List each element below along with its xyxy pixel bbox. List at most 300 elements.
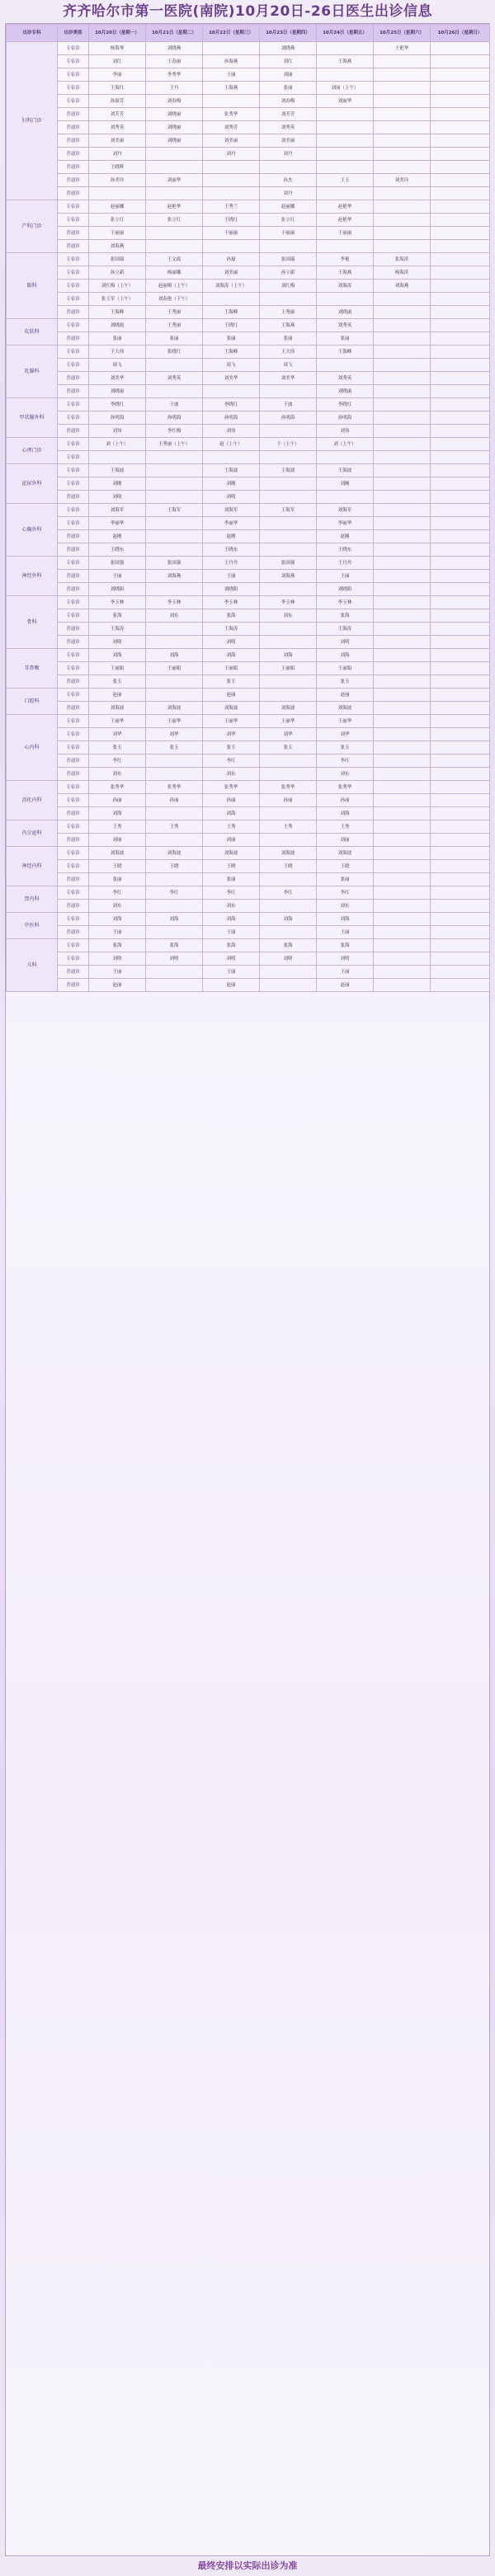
clinic-level: 专家诊 — [58, 346, 89, 359]
doctor-cell: 李晓红 — [89, 398, 146, 411]
clinic-level: 专家诊 — [58, 293, 89, 306]
doctor-cell — [89, 451, 146, 464]
clinic-level: 专家诊 — [58, 214, 89, 227]
doctor-cell: 刘海 — [89, 913, 146, 926]
table-row — [7, 741, 490, 754]
doctor-cell — [203, 174, 260, 187]
department-name: 内分泌科 — [7, 820, 58, 847]
department-name: 眼科 — [7, 253, 58, 319]
doctor-cell: 于（上午） — [260, 438, 317, 451]
doctor-cell: 王海波 — [203, 464, 260, 477]
doctor-cell — [260, 807, 317, 820]
clinic-level: 专家诊 — [58, 609, 89, 623]
clinic-level: 专家诊 — [58, 95, 89, 108]
doctor-cell: 张秀华 — [89, 781, 146, 794]
clinic-level: 专家诊 — [58, 939, 89, 952]
doctor-cell: 王晓红 — [203, 214, 260, 227]
clinic-level: 普通诊 — [58, 979, 89, 992]
doctor-cell — [431, 728, 490, 741]
doctor-cell: 李丽华 — [203, 517, 260, 530]
table-row — [7, 42, 490, 55]
doctor-cell — [146, 451, 203, 464]
clinic-level: 普通诊 — [58, 636, 89, 649]
doctor-cell: 王丽 — [89, 926, 146, 939]
doctor-cell — [431, 675, 490, 689]
doctor-cell: 刘明 — [203, 952, 260, 966]
department-name: 消化内科 — [7, 781, 58, 820]
doctor-cell — [260, 543, 317, 557]
doctor-cell: 刘秀芳 — [203, 121, 260, 134]
doctor-cell: 刘明 — [317, 636, 374, 649]
doctor-cell — [431, 82, 490, 95]
doctor-cell — [431, 979, 490, 992]
doctor-cell: 孙明海 — [146, 411, 203, 425]
doctor-cell — [374, 187, 431, 200]
doctor-cell — [374, 372, 431, 385]
doctor-cell: 刘美玲 — [374, 174, 431, 187]
doctor-cell: 刘明 — [89, 636, 146, 649]
doctor-cell: 刘红梅 — [260, 280, 317, 293]
doctor-cell — [374, 517, 431, 530]
doctor-cell: 王丽华 — [89, 715, 146, 728]
doctor-cell — [374, 464, 431, 477]
clinic-level: 专家诊 — [58, 820, 89, 834]
doctor-cell: 赵刚 — [203, 530, 260, 543]
doctor-cell: 张秀华 — [203, 108, 260, 121]
doctor-cell: 王丽华 — [317, 715, 374, 728]
doctor-cell — [431, 68, 490, 82]
doctor-cell: 张玉 — [89, 741, 146, 754]
table-row — [7, 807, 490, 820]
doctor-cell: 于波 — [260, 398, 317, 411]
doctor-cell — [431, 807, 490, 820]
doctor-cell — [431, 214, 490, 227]
table-row — [7, 425, 490, 438]
doctor-cell: 刘海 — [260, 649, 317, 662]
clinic-level: 专家诊 — [58, 860, 89, 873]
table-row — [7, 227, 490, 240]
doctor-cell: 李红 — [317, 886, 374, 900]
doctor-cell: 孙海燕 — [203, 55, 260, 68]
doctor-cell — [260, 900, 317, 913]
doctor-cell: 王晓红 — [203, 319, 260, 332]
doctor-cell — [317, 148, 374, 161]
doctor-cell — [146, 530, 203, 543]
table-row — [7, 332, 490, 346]
doctor-cell: 王丹 — [146, 82, 203, 95]
doctor-cell: 赵丽 — [89, 689, 146, 702]
doctor-cell — [260, 979, 317, 992]
doctor-cell — [203, 187, 260, 200]
doctor-cell: 王秀丽 — [146, 319, 203, 332]
doctor-cell — [374, 240, 431, 253]
doctor-cell: 张秀华 — [146, 781, 203, 794]
doctor-cell: 刘丽 — [89, 834, 146, 847]
doctor-cell: 王丹丹 — [317, 557, 374, 570]
table-row — [7, 68, 490, 82]
doctor-cell: 赵刚 — [317, 530, 374, 543]
doctor-cell: 刘红 — [260, 55, 317, 68]
table-row — [7, 464, 490, 477]
doctor-cell — [146, 161, 203, 174]
doctor-cell — [203, 240, 260, 253]
header-cell: 10月22日（星期三） — [203, 25, 260, 42]
doctor-cell — [374, 425, 431, 438]
clinic-level: 普通诊 — [58, 966, 89, 979]
doctor-cell: 刘晓燕 — [260, 42, 317, 55]
table-row — [7, 372, 490, 385]
clinic-level: 普通诊 — [58, 530, 89, 543]
clinic-level: 专家诊 — [58, 662, 89, 675]
doctor-cell: 刘晓阳 — [203, 583, 260, 596]
doctor-cell: 王海波 — [317, 464, 374, 477]
doctor-cell — [317, 42, 374, 55]
doctor-cell — [146, 768, 203, 781]
doctor-cell: 王大伟 — [260, 346, 317, 359]
doctor-cell — [431, 768, 490, 781]
clinic-level: 普通诊 — [58, 900, 89, 913]
doctor-cell — [374, 438, 431, 451]
doctor-cell: 刘华 — [203, 728, 260, 741]
department-name: 皮肤科 — [7, 319, 58, 346]
doctor-cell: 刘东 — [317, 768, 374, 781]
doctor-cell: 刘海 — [317, 649, 374, 662]
doctor-cell — [374, 834, 431, 847]
doctor-cell: 刘丽 — [317, 834, 374, 847]
doctor-cell — [260, 583, 317, 596]
doctor-cell — [431, 530, 490, 543]
table-row — [7, 306, 490, 319]
doctor-cell: 刘丽 — [203, 834, 260, 847]
doctor-cell: 刘丹 — [260, 187, 317, 200]
doctor-cell: 刘海波 — [89, 847, 146, 860]
clinic-level: 专家诊 — [58, 319, 89, 332]
clinic-level: 普通诊 — [58, 702, 89, 715]
doctor-cell — [374, 702, 431, 715]
department-name: 心理门诊 — [7, 438, 58, 464]
doctor-cell — [260, 966, 317, 979]
doctor-cell: 刘芳芳 — [89, 108, 146, 121]
page-title: 齐齐哈尔市第一医院(南院)10月20日-26日医生出诊信息 — [62, 3, 433, 20]
doctor-cell: 刘美华 — [89, 372, 146, 385]
clinic-level: 普通诊 — [58, 425, 89, 438]
doctor-cell — [431, 873, 490, 886]
clinic-level: 普通诊 — [58, 926, 89, 939]
doctor-cell: 刘明 — [89, 952, 146, 966]
table-row — [7, 148, 490, 161]
doctor-cell — [374, 570, 431, 583]
doctor-cell — [431, 781, 490, 794]
table-row — [7, 636, 490, 649]
doctor-cell: 刘海 — [89, 649, 146, 662]
doctor-cell: 刘海 — [260, 913, 317, 926]
doctor-cell: 刘美丽 — [89, 134, 146, 148]
doctor-cell: 刘刚 — [317, 477, 374, 491]
doctor-cell: 王丽娟 — [89, 662, 146, 675]
doctor-cell: 周飞 — [89, 359, 146, 372]
doctor-cell: 刘海波 — [260, 847, 317, 860]
doctor-cell: 刘海波 — [317, 847, 374, 860]
doctor-cell: 张立红 — [260, 214, 317, 227]
doctor-cell: 李红 — [89, 886, 146, 900]
doctor-cell: 王丽 — [89, 966, 146, 979]
table-row — [7, 702, 490, 715]
department-name: 肾内科 — [7, 886, 58, 913]
doctor-cell — [374, 952, 431, 966]
doctor-cell: 刘海 — [203, 649, 260, 662]
doctor-cell — [431, 662, 490, 675]
doctor-cell: 刘东 — [260, 609, 317, 623]
doctor-cell — [146, 477, 203, 491]
doctor-cell — [431, 451, 490, 464]
table-row — [7, 266, 490, 280]
doctor-cell: 刘东 — [146, 609, 203, 623]
doctor-cell: 刘（上午） — [317, 438, 374, 451]
doctor-cell: 刘秀英 — [317, 372, 374, 385]
table-row — [7, 913, 490, 926]
doctor-cell: 刘海 — [89, 807, 146, 820]
doctor-cell — [146, 240, 203, 253]
doctor-cell — [374, 68, 431, 82]
header-cell: 10月25日（星期六） — [374, 25, 431, 42]
doctor-cell — [431, 174, 490, 187]
doctor-cell: 李玉林 — [146, 596, 203, 609]
doctor-cell — [317, 293, 374, 306]
header-cell: 10月26日（星期日） — [431, 25, 490, 42]
doctor-cell: 张海 — [260, 939, 317, 952]
clinic-level: 专家诊 — [58, 728, 89, 741]
doctor-cell — [374, 609, 431, 623]
department-name: 心内科 — [7, 715, 58, 781]
doctor-cell: 刘华 — [260, 728, 317, 741]
doctor-cell: 赵丽 — [317, 979, 374, 992]
doctor-cell — [374, 134, 431, 148]
doctor-cell: 刘晓阳 — [317, 583, 374, 596]
table-row — [7, 820, 490, 834]
doctor-cell — [431, 596, 490, 609]
doctor-cell — [260, 385, 317, 398]
doctor-cell: 王海峰 — [317, 346, 374, 359]
table-row — [7, 187, 490, 200]
header-cell: 10月21日（星期二） — [146, 25, 203, 42]
doctor-cell: 张海 — [203, 609, 260, 623]
clinic-level: 专家诊 — [58, 464, 89, 477]
doctor-cell: 刘华 — [146, 728, 203, 741]
clinic-level: 普通诊 — [58, 121, 89, 134]
doctor-cell: 王秀丽 — [260, 306, 317, 319]
doctor-cell — [260, 161, 317, 174]
doctor-cell — [317, 491, 374, 504]
clinic-level: 普通诊 — [58, 372, 89, 385]
table-row — [7, 952, 490, 966]
header-row — [7, 25, 490, 42]
schedule-table — [6, 24, 490, 992]
clinic-level: 专家诊 — [58, 913, 89, 926]
doctor-cell: 孙丽 — [203, 794, 260, 807]
table-row — [7, 491, 490, 504]
doctor-cell — [431, 702, 490, 715]
clinic-level: 普通诊 — [58, 491, 89, 504]
table-row — [7, 754, 490, 768]
doctor-cell — [146, 926, 203, 939]
doctor-cell — [431, 517, 490, 530]
doctor-cell — [260, 530, 317, 543]
doctor-cell — [260, 491, 317, 504]
doctor-cell: 王秀 — [146, 820, 203, 834]
table-row — [7, 781, 490, 794]
table-row — [7, 939, 490, 952]
doctor-cell — [431, 952, 490, 966]
doctor-cell: 孙丽 — [260, 794, 317, 807]
doctor-cell: 王玉 — [317, 174, 374, 187]
doctor-cell — [374, 886, 431, 900]
table-row — [7, 596, 490, 609]
doctor-cell — [317, 451, 374, 464]
doctor-cell: 刘春梅 — [146, 95, 203, 108]
clinic-level: 专家诊 — [58, 504, 89, 517]
doctor-cell — [374, 543, 431, 557]
doctor-cell: 张国瑞 — [89, 253, 146, 266]
doctor-cell — [374, 781, 431, 794]
doctor-cell: 刘春艳（下午） — [146, 293, 203, 306]
table-row — [7, 200, 490, 214]
doctor-cell: 赵艳华 — [317, 214, 374, 227]
doctor-cell — [374, 95, 431, 108]
doctor-cell: 王海燕 — [203, 82, 260, 95]
clinic-level: 普通诊 — [58, 174, 89, 187]
header-cell: 出诊专科 — [7, 25, 58, 42]
doctor-cell: 李红 — [203, 886, 260, 900]
doctor-cell: 刘明 — [203, 636, 260, 649]
doctor-cell: 王文霞 — [146, 253, 203, 266]
table-row — [7, 543, 490, 557]
doctor-cell: 孙丽 — [146, 794, 203, 807]
clinic-level: 普通诊 — [58, 385, 89, 398]
doctor-cell — [374, 359, 431, 372]
doctor-cell — [146, 148, 203, 161]
doctor-cell — [260, 425, 317, 438]
doctor-cell: 刘春梅 — [260, 95, 317, 108]
table-row — [7, 728, 490, 741]
doctor-cell — [374, 530, 431, 543]
doctor-cell — [203, 161, 260, 174]
doctor-cell — [431, 280, 490, 293]
doctor-cell — [317, 68, 374, 82]
doctor-cell — [317, 121, 374, 134]
doctor-cell — [146, 689, 203, 702]
table-row — [7, 121, 490, 134]
clinic-level: 普通诊 — [58, 623, 89, 636]
doctor-cell: 王晓 — [203, 860, 260, 873]
department-name: 泌尿外科 — [7, 464, 58, 504]
doctor-cell: 张玉 — [146, 741, 203, 754]
doctor-cell — [146, 979, 203, 992]
doctor-cell — [374, 411, 431, 425]
doctor-cell — [431, 425, 490, 438]
doctor-cell — [374, 477, 431, 491]
clinic-level: 专家诊 — [58, 359, 89, 372]
doctor-cell: 王春丽 — [146, 55, 203, 68]
doctor-cell: 刘晓阳 — [89, 583, 146, 596]
doctor-cell: 赵艳华 — [146, 200, 203, 214]
doctor-cell: 孙丽 — [89, 794, 146, 807]
doctor-cell — [260, 517, 317, 530]
doctor-cell: 刘海燕 — [146, 570, 203, 583]
department-name: 耳鼻喉 — [7, 649, 58, 689]
department-name: 中医科 — [7, 913, 58, 939]
doctor-cell — [431, 359, 490, 372]
doctor-cell: 张丽 — [317, 873, 374, 886]
footer-note: 最终安排以实际出诊为准 — [197, 2560, 298, 2571]
doctor-cell — [374, 623, 431, 636]
doctor-cell: 王丽娟 — [146, 662, 203, 675]
doctor-cell: 刘秀英 — [146, 372, 203, 385]
doctor-cell: 王海燕 — [317, 55, 374, 68]
doctor-cell — [431, 570, 490, 583]
doctor-cell: 刘海波 — [203, 847, 260, 860]
doctor-cell — [431, 253, 490, 266]
doctor-cell: 王丽娟 — [260, 662, 317, 675]
schedule-body — [7, 42, 490, 992]
doctor-cell — [431, 504, 490, 517]
doctor-cell: 张丽 — [317, 332, 374, 346]
doctor-cell — [260, 293, 317, 306]
doctor-cell — [374, 451, 431, 464]
doctor-cell: 刘红梅（上午） — [89, 280, 146, 293]
doctor-cell — [146, 754, 203, 768]
doctor-cell — [374, 596, 431, 609]
doctor-cell — [374, 214, 431, 227]
doctor-cell — [317, 187, 374, 200]
table-row — [7, 95, 490, 108]
table-row — [7, 134, 490, 148]
doctor-cell: 张丽 — [260, 82, 317, 95]
doctor-cell: 王晓 — [317, 860, 374, 873]
doctor-cell: 刘丽（上午） — [317, 82, 374, 95]
doctor-cell — [431, 42, 490, 55]
doctor-cell: 刘海涛 — [317, 280, 374, 293]
doctor-cell — [203, 293, 260, 306]
doctor-cell — [374, 900, 431, 913]
clinic-level: 普通诊 — [58, 161, 89, 174]
doctor-cell — [317, 134, 374, 148]
doctor-cell: 张丽 — [260, 332, 317, 346]
doctor-cell — [431, 55, 490, 68]
doctor-cell: 王丽 — [317, 570, 374, 583]
doctor-cell — [374, 108, 431, 121]
table-row — [7, 979, 490, 992]
doctor-cell: 刘海燕 — [89, 240, 146, 253]
doctor-cell: 王艳华 — [374, 42, 431, 55]
clinic-level: 专家诊 — [58, 42, 89, 55]
table-row — [7, 886, 490, 900]
doctor-cell: 王晓东 — [203, 543, 260, 557]
clinic-level: 普通诊 — [58, 108, 89, 121]
doctor-cell — [431, 649, 490, 662]
doctor-cell — [431, 847, 490, 860]
doctor-cell: 王丽 — [203, 926, 260, 939]
doctor-cell: 张秀华 — [203, 781, 260, 794]
doctor-cell — [374, 583, 431, 596]
doctor-cell — [431, 240, 490, 253]
doctor-cell: 于丽丽 — [260, 227, 317, 240]
clinic-level: 普通诊 — [58, 227, 89, 240]
doctor-cell — [431, 346, 490, 359]
doctor-cell: 刘海军 — [89, 504, 146, 517]
doctor-cell — [431, 939, 490, 952]
doctor-cell — [431, 491, 490, 504]
doctor-cell: 王秀丽（上午） — [146, 438, 203, 451]
